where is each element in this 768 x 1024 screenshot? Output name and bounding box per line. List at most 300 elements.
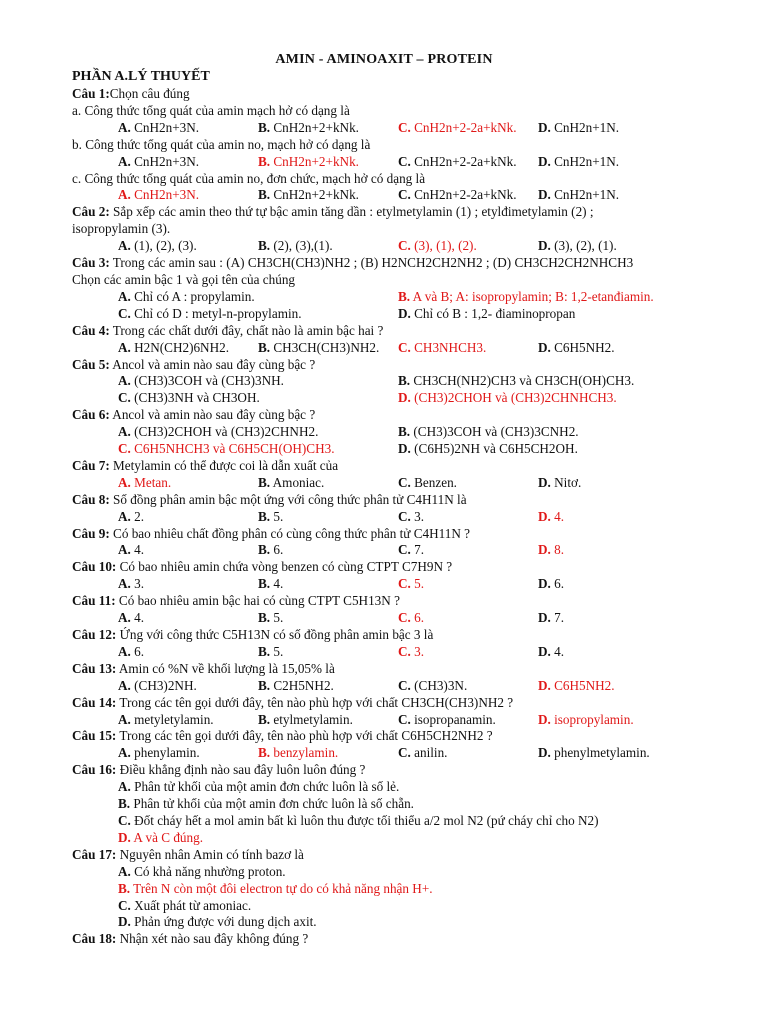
answer-option [538,610,698,627]
question-text: Trong các amin sau : (A) CH3CH(CH3)NH2 ; (B) H2NCH2CH2NH2 ; (D) CH3CH2CH2NHCH3 [109,255,634,271]
option-text: 3. [410,508,425,524]
answer-option-correct [258,745,398,762]
option-text: (CH3)3COH và (CH3)3CNH2. [410,424,579,440]
option-letter: C. [398,677,411,693]
option-text: Trên N còn một đôi electron tự do có khả năng nhận H+. [130,880,433,896]
option-letter: A. [118,711,131,727]
option-letter: B. [258,238,271,254]
option-text: CnH2n+1N. [550,119,620,135]
answer-option-correct [72,475,258,492]
question-block [72,323,712,357]
option-letter: A. [118,288,131,304]
options-row [72,898,712,915]
option-text: (CH3)3NH và CH3OH. [130,390,260,406]
question-stem [72,204,712,221]
answer-option-correct [398,644,538,661]
question-block [72,137,712,171]
answer-option [538,238,698,255]
option-text: Phân tử khối của một amin đơn chức luôn là số chẵn. [130,796,414,812]
question-number: Câu 18: [72,931,117,947]
option-letter: D. [538,542,551,558]
option-text: CnH2n+3N. [130,153,200,169]
question-text: a. Công thức tổng quát của amin mạch hở có dạng là [72,102,350,118]
option-letter: C. [398,508,411,524]
options-row [72,390,712,407]
option-text: 4. [270,576,284,592]
option-text: C6H5NH2. [550,677,615,693]
option-text: CH3NHCH3. [410,339,487,355]
question-number: Câu 14: [72,694,117,710]
option-text: Nitơ. [550,474,582,490]
answer-option-correct [538,712,698,729]
question-stem [72,171,712,188]
answer-option [72,745,258,762]
option-letter: B. [118,880,131,896]
answer-option-correct [398,238,538,255]
question-text: Có bao nhiêu amin chứa vòng benzen có cùng CTPT C7H9N ? [116,559,453,575]
option-letter: C. [398,119,411,135]
option-letter: A. [118,779,131,795]
option-text: Benzen. [410,474,457,490]
option-text: 4. [550,643,565,659]
question-block [72,171,712,205]
option-letter: D. [538,187,551,203]
question-text: Metylamin có thể được coi là dẫn xuất của [109,457,339,473]
options-row [72,712,712,729]
options-row [72,238,712,255]
option-letter: B. [398,373,411,389]
option-letter: A. [118,238,131,254]
question-text: Ancol và amin nào sau đây cùng bậc ? [109,356,316,372]
question-list [72,86,712,948]
question-stem [72,357,712,374]
options-row [72,830,712,847]
option-text: 3. [410,643,425,659]
option-text: CnH2n+2-2a+kNk. [410,119,517,135]
question-text-continued: Chọn các amin bậc 1 và gọi tên của chúng [72,271,296,287]
option-letter: A. [118,745,131,761]
answer-option-correct [398,340,538,357]
answer-option [398,187,538,204]
options-row [72,678,712,695]
option-letter: C. [398,576,411,592]
question-block [72,762,712,847]
answer-option [72,306,398,323]
answer-option [398,712,538,729]
option-letter: D. [538,119,551,135]
option-letter: A. [118,373,131,389]
option-letter: A. [118,542,131,558]
question-text: Trong các tên gọi dưới đây, tên nào phù hợp với chất CH3CH(CH3)NH2 ? [116,694,514,710]
option-text: CnH2n+1N. [550,187,620,203]
answer-option [258,644,398,661]
question-number: Câu 1: [72,86,110,101]
option-letter: B. [258,119,271,135]
answer-option-correct [398,120,538,137]
question-stem [72,931,712,948]
question-text: b. Công thức tổng quát của amin no, mạch hở có dạng là [72,136,371,152]
answer-option [72,154,258,171]
option-letter: B. [258,187,271,203]
option-text: 6. [130,643,145,659]
option-text: CH3CH(CH3)NH2. [270,339,380,355]
question-text-continued: isopropylamin (3). [72,221,171,237]
answer-option [258,509,398,526]
option-letter: B. [258,745,271,761]
option-text: Phản ứng được với dung dịch axit. [130,914,317,930]
answer-option [538,644,698,661]
answer-option-correct [398,576,538,593]
option-text: phenylamin. [130,745,200,761]
question-number: Câu 3: [72,255,110,271]
question-number: Câu 9: [72,525,110,541]
answer-option-correct [398,390,698,407]
options-row [72,187,712,204]
answer-option [72,340,258,357]
question-stem [72,526,712,543]
options-row [72,576,712,593]
answer-option [398,542,538,559]
answer-option [538,745,698,762]
question-number: Câu 10: [72,559,117,575]
answer-option [72,813,599,830]
question-stem [72,255,712,272]
question-stem [72,593,712,610]
option-letter: A. [118,677,131,693]
answer-option [72,864,286,881]
answer-option [258,340,398,357]
option-text: (CH3)2CHOH và (CH3)2CHNH2. [130,424,319,440]
answer-option [258,576,398,593]
answer-option [538,120,698,137]
option-text: 5. [270,643,284,659]
answer-option [72,238,258,255]
option-letter: D. [538,610,551,626]
option-letter: C. [398,711,411,727]
option-text: 7. [550,610,565,626]
question-stem [72,559,712,576]
option-letter: D. [538,643,551,659]
question-text: Trong các tên gọi dưới đây, tên nào phù hợp với chất C6H5CH2NH2 ? [116,728,493,744]
question-block [72,847,712,932]
question-stem [72,661,712,678]
option-text: CnH2n+2-2a+kNk. [410,153,517,169]
option-text: C6H5NHCH3 và C6H5CH(OH)CH3. [130,441,335,457]
option-letter: C. [398,745,411,761]
option-text: (3), (1), (2). [410,238,477,254]
answer-option [538,475,698,492]
option-text: Metan. [130,474,172,490]
answer-option [72,542,258,559]
question-stem [72,762,712,779]
option-letter: D. [538,153,551,169]
option-letter: C. [398,542,411,558]
option-text: C2H5NH2. [270,677,334,693]
option-letter: B. [258,643,271,659]
options-row [72,475,712,492]
answer-option [538,340,698,357]
question-number: Câu 17: [72,846,117,862]
answer-option-correct [72,441,398,458]
option-letter: D. [538,576,551,592]
option-text: 8. [550,542,565,558]
option-letter: B. [398,288,411,304]
option-letter: B. [258,153,271,169]
options-row [72,813,712,830]
answer-option-correct [72,830,203,847]
question-block [72,407,712,458]
option-letter: C. [118,390,131,406]
answer-option [72,678,258,695]
answer-option [72,289,398,306]
question-text: Số đồng phân amin bậc một ứng với công thức phân tử C4H11N là [109,491,467,507]
option-letter: B. [398,424,411,440]
option-letter: B. [258,339,271,355]
answer-option [258,678,398,695]
option-text: (CH3)3N. [410,677,468,693]
question-block [72,661,712,695]
answer-option [72,373,398,390]
option-letter: A. [118,474,131,490]
option-letter: A. [118,863,131,879]
question-stem [72,86,712,103]
option-text: Amoniac. [270,474,325,490]
question-block [72,357,712,408]
answer-option-correct [72,187,258,204]
question-text: Sắp xếp các amin theo thứ tự bậc amin tăng dần : etylmetylamin (1) ; etylđimetylamin (2) ; [109,204,594,220]
option-text: A và C đúng. [130,829,203,845]
question-number: Câu 4: [72,322,110,338]
answer-option [398,154,538,171]
answer-option-correct [72,881,433,898]
option-text: Chỉ có A : propylamin. [130,288,255,304]
answer-option [258,120,398,137]
document-title: AMIN - AMINOAXIT – PROTEIN [275,52,493,67]
answer-option [538,154,698,171]
option-text: (3), (2), (1). [550,238,617,254]
question-text: Nguyên nhân Amin có tính bazơ là [116,846,304,862]
answer-option [72,610,258,627]
option-text: CnH2n+3N. [130,187,200,203]
option-letter: D. [398,441,411,457]
option-letter: D. [118,829,131,845]
answer-option-correct [398,289,698,306]
question-text: c. Công thức tổng quát của amin no, đơn chức, mạch hở có dạng là [72,170,426,186]
option-text: (CH3)3COH và (CH3)3NH. [130,373,284,389]
option-letter: B. [258,508,271,524]
option-letter: C. [118,305,131,321]
question-block [72,526,712,560]
question-text: Amin có %N về khối lượng là 15,05% là [116,660,335,676]
answer-option [398,373,698,390]
option-letter: C. [398,153,411,169]
question-number: Câu 7: [72,457,110,473]
option-text: CnH2n+2+kNk. [270,153,359,169]
options-row [72,373,712,390]
question-text: Nhận xét nào sau đây không đúng ? [116,931,309,947]
answer-option-correct [538,678,698,695]
answer-option-correct [258,154,398,171]
answer-option [72,644,258,661]
option-text: Xuất phát từ amoniac. [130,897,252,913]
option-text: Có khả năng nhường proton. [130,863,286,879]
answer-option [72,390,398,407]
option-letter: D. [538,238,551,254]
question-stem [72,103,712,120]
answer-option [398,678,538,695]
option-text: CH3CH(NH2)CH3 và CH3CH(OH)CH3. [410,373,635,389]
option-text: 6. [410,610,425,626]
option-text: Chỉ có D : metyl-n-propylamin. [130,305,302,321]
option-text: (CH3)2NH. [130,677,197,693]
question-block [72,458,712,492]
option-letter: D. [538,745,551,761]
question-stem [72,492,712,509]
answer-option [258,542,398,559]
answer-option [258,238,398,255]
option-text: 3. [130,576,145,592]
question-number: Câu 13: [72,660,117,676]
option-letter: A. [118,339,131,355]
answer-option-correct [398,610,538,627]
option-letter: D. [538,677,551,693]
option-letter: C. [118,812,131,828]
option-letter: B. [258,576,271,592]
option-letter: B. [258,542,271,558]
question-text: Có bao nhiêu chất đồng phân có cùng công thức phân tử C4H11N ? [109,525,471,541]
options-row [72,779,712,796]
answer-option [398,306,698,323]
option-text: isopropanamin. [410,711,496,727]
question-number: Câu 6: [72,407,110,423]
question-stem [72,627,712,644]
option-letter: D. [538,474,551,490]
question-stem [72,137,712,154]
question-text: Có bao nhiêu amin bậc hai có cùng CTPT C5H13N ? [115,593,400,609]
options-row [72,881,712,898]
option-letter: C. [118,441,131,457]
option-text: 6. [270,542,284,558]
question-stem [72,728,712,745]
answer-option [72,914,317,931]
answer-option [538,576,698,593]
option-text: (2), (3),(1). [270,238,333,254]
question-block [72,204,712,255]
options-row [72,424,712,441]
option-letter: A. [118,187,131,203]
question-text: Điều khẳng định nào sau đây luôn luôn đúng ? [116,762,366,778]
option-letter: C. [398,339,411,355]
options-row [72,745,712,762]
answer-option [72,424,398,441]
question-block [72,86,712,103]
question-number: Câu 8: [72,491,110,507]
option-text: Chỉ có B : 1,2- điaminopropan [410,305,576,321]
options-row [72,441,712,458]
question-block [72,593,712,627]
answer-option [258,712,398,729]
options-row [72,289,712,306]
option-text: 4. [130,610,145,626]
question-block [72,255,712,323]
question-number: Câu 5: [72,356,110,372]
option-text: 4. [550,508,565,524]
answer-option [72,712,258,729]
answer-option [398,424,698,441]
option-text: 5. [270,610,284,626]
option-letter: C. [398,187,411,203]
question-stem [72,847,712,864]
question-block [72,728,712,762]
option-letter: C. [398,643,411,659]
question-text: Ancol và amin nào sau đây cùng bậc ? [109,407,316,423]
options-row [72,306,712,323]
option-letter: D. [398,390,411,406]
options-row [72,644,712,661]
option-text: benzylamin. [270,745,339,761]
question-block [72,103,712,137]
question-text: Trong các chất dưới đây, chất nào là amin bậc hai ? [109,322,384,338]
question-stem [72,407,712,424]
option-text: phenylmetylamin. [550,745,650,761]
answer-option [72,576,258,593]
option-text: 2. [130,508,145,524]
section-heading: PHẦN A.LÝ THUYẾT [72,69,210,84]
question-number: Câu 15: [72,728,117,744]
question-number: Câu 11: [72,593,116,609]
option-text: anilin. [410,745,448,761]
answer-option [72,898,251,915]
answer-option [72,509,258,526]
question-number: Câu 2: [72,204,110,220]
option-letter: C. [398,238,411,254]
answer-option [538,187,698,204]
question-block [72,559,712,593]
option-text: H2N(CH2)6NH2. [130,339,229,355]
answer-option [258,610,398,627]
options-row [72,542,712,559]
answer-option [258,187,398,204]
options-row [72,796,712,813]
option-letter: B. [258,711,271,727]
option-letter: A. [118,508,131,524]
option-text: 7. [410,542,425,558]
option-letter: B. [118,796,131,812]
answer-option [398,745,538,762]
option-text: (CH3)2CHOH và (CH3)2CHNHCH3. [410,390,617,406]
option-text: CnH2n+2+kNk. [270,187,359,203]
question-text: Chọn câu đúng [109,86,190,101]
question-block [72,931,712,948]
option-letter: B. [258,474,271,490]
option-text: CnH2n+2-2a+kNk. [410,187,517,203]
answer-option [72,779,399,796]
options-row [72,154,712,171]
option-letter: A. [118,610,131,626]
question-stem [72,323,712,340]
option-text: 5. [270,508,284,524]
option-letter: A. [118,643,131,659]
option-text: etylmetylamin. [270,711,353,727]
option-letter: B. [258,677,271,693]
options-row [72,340,712,357]
option-letter: A. [118,576,131,592]
answer-option [398,475,538,492]
option-letter: A. [118,119,131,135]
question-block [72,695,712,729]
answer-option [398,441,698,458]
option-text: 6. [550,576,565,592]
